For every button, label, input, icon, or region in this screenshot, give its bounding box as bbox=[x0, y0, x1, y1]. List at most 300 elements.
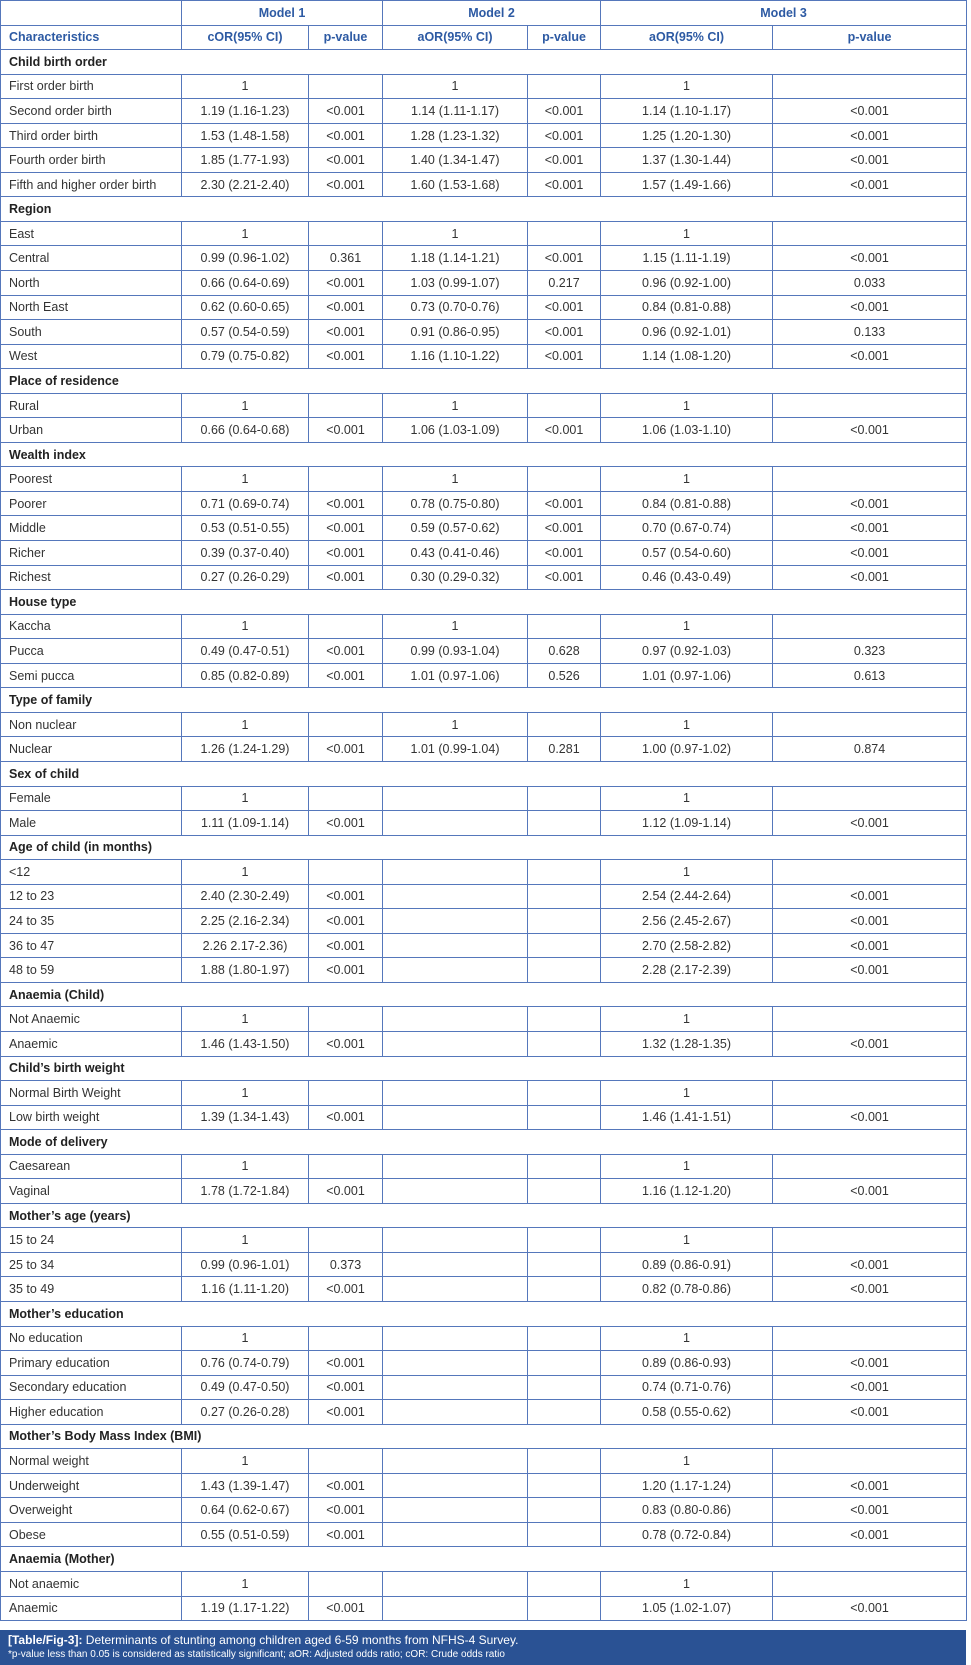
pvalue-2-cell bbox=[528, 1400, 601, 1425]
pvalue-2-cell bbox=[528, 74, 601, 99]
pvalue-1-cell: <0.001 bbox=[309, 1031, 383, 1056]
pvalue-3-cell bbox=[773, 1326, 967, 1351]
row-label: Not anaemic bbox=[1, 1572, 182, 1597]
pvalue-3-cell: <0.001 bbox=[773, 295, 967, 320]
row-label: Poorest bbox=[1, 467, 182, 492]
table-row bbox=[1, 344, 967, 369]
pvalue-1-cell bbox=[309, 1449, 383, 1474]
pvalue-3-cell bbox=[773, 1449, 967, 1474]
pvalue-2-cell bbox=[528, 712, 601, 737]
aor-3-cell: 0.89 (0.86-0.93) bbox=[601, 1351, 773, 1376]
pvalue-1-cell: <0.001 bbox=[309, 295, 383, 320]
cor-cell: 0.27 (0.26-0.29) bbox=[182, 565, 309, 590]
pvalue-3-cell bbox=[773, 1007, 967, 1032]
aor-3-cell: 1 bbox=[601, 1007, 773, 1032]
aor-2-cell: 1.06 (1.03-1.09) bbox=[383, 418, 528, 443]
pvalue-2-cell: <0.001 bbox=[528, 295, 601, 320]
pvalue-2-cell: <0.001 bbox=[528, 491, 601, 516]
aor-2-cell bbox=[383, 1105, 528, 1130]
section-header-row bbox=[1, 50, 967, 75]
pvalue-1-cell: <0.001 bbox=[309, 1473, 383, 1498]
table-row bbox=[1, 271, 967, 296]
aor-3-cell: 2.56 (2.45-2.67) bbox=[601, 909, 773, 934]
pvalue-1-cell: <0.001 bbox=[309, 663, 383, 688]
aor-3-cell: 1.16 (1.12-1.20) bbox=[601, 1179, 773, 1204]
pvalue-2-cell: <0.001 bbox=[528, 246, 601, 271]
pvalue-3-cell: <0.001 bbox=[773, 958, 967, 983]
section-header-row bbox=[1, 442, 967, 467]
section-title: Type of family bbox=[1, 688, 967, 713]
pvalue-2-cell bbox=[528, 1326, 601, 1351]
pvalue-2-cell bbox=[528, 909, 601, 934]
table-row bbox=[1, 1596, 967, 1621]
cor-cell: 1.46 (1.43-1.50) bbox=[182, 1031, 309, 1056]
pvalue-2-cell bbox=[528, 1252, 601, 1277]
pvalue-2-cell bbox=[528, 467, 601, 492]
cor-cell: 0.66 (0.64-0.69) bbox=[182, 271, 309, 296]
pvalue-3-cell: 0.613 bbox=[773, 663, 967, 688]
row-label: Semi pucca bbox=[1, 663, 182, 688]
section-header-row bbox=[1, 1203, 967, 1228]
table-row bbox=[1, 884, 967, 909]
pvalue-2-cell bbox=[528, 958, 601, 983]
row-label: Not Anaemic bbox=[1, 1007, 182, 1032]
aor-3-cell: 2.70 (2.58-2.82) bbox=[601, 933, 773, 958]
pvalue-3-cell bbox=[773, 1154, 967, 1179]
pvalue-2-cell bbox=[528, 1351, 601, 1376]
pvalue-3-cell: <0.001 bbox=[773, 1031, 967, 1056]
pvalue-3-cell: <0.001 bbox=[773, 565, 967, 590]
section-header-row bbox=[1, 1547, 967, 1572]
aor-3-cell: 2.54 (2.44-2.64) bbox=[601, 884, 773, 909]
table-row bbox=[1, 246, 967, 271]
cor-cell: 1 bbox=[182, 393, 309, 418]
pvalue-3-cell: <0.001 bbox=[773, 541, 967, 566]
aor-3-cell: 0.57 (0.54-0.60) bbox=[601, 541, 773, 566]
cor-cell: 1 bbox=[182, 1154, 309, 1179]
aor-2-cell: 1.60 (1.53-1.68) bbox=[383, 172, 528, 197]
cor-cell: 0.62 (0.60-0.65) bbox=[182, 295, 309, 320]
pvalue-1-cell: <0.001 bbox=[309, 811, 383, 836]
pvalue-1-cell: <0.001 bbox=[309, 737, 383, 762]
table-row bbox=[1, 1031, 967, 1056]
row-label: No education bbox=[1, 1326, 182, 1351]
pvalue-3-cell: <0.001 bbox=[773, 1105, 967, 1130]
cor-cell: 1 bbox=[182, 1081, 309, 1106]
table-row bbox=[1, 393, 967, 418]
pvalue-3-cell: <0.001 bbox=[773, 884, 967, 909]
row-label: Normal Birth Weight bbox=[1, 1081, 182, 1106]
aor-3-cell: 1.15 (1.11-1.19) bbox=[601, 246, 773, 271]
cor-cell: 1 bbox=[182, 786, 309, 811]
pvalue-3-cell: <0.001 bbox=[773, 1596, 967, 1621]
aor-2-cell bbox=[383, 811, 528, 836]
row-label: Richest bbox=[1, 565, 182, 590]
row-label: Anaemic bbox=[1, 1596, 182, 1621]
section-title: Age of child (in months) bbox=[1, 835, 967, 860]
pvalue-2-cell bbox=[528, 1572, 601, 1597]
pvalue-3-cell: <0.001 bbox=[773, 1179, 967, 1204]
row-label: North East bbox=[1, 295, 182, 320]
cor-cell: 1 bbox=[182, 1326, 309, 1351]
table-row bbox=[1, 786, 967, 811]
cor-cell: 0.55 (0.51-0.59) bbox=[182, 1522, 309, 1547]
model-3-header: Model 3 bbox=[601, 1, 967, 26]
row-label: Non nuclear bbox=[1, 712, 182, 737]
aor-2-cell bbox=[383, 1498, 528, 1523]
pvalue-2-cell bbox=[528, 1228, 601, 1253]
aor-3-cell: 1 bbox=[601, 860, 773, 885]
row-label: Caesarean bbox=[1, 1154, 182, 1179]
pvalue-2-cell: 0.217 bbox=[528, 271, 601, 296]
pvalue-2-cell bbox=[528, 1081, 601, 1106]
aor-3-cell: 0.78 (0.72-0.84) bbox=[601, 1522, 773, 1547]
pvalue-1-cell: <0.001 bbox=[309, 516, 383, 541]
aor-2-cell: 1 bbox=[383, 393, 528, 418]
cor-cell: 1.11 (1.09-1.14) bbox=[182, 811, 309, 836]
cor-cell: 0.76 (0.74-0.79) bbox=[182, 1351, 309, 1376]
header-blank bbox=[1, 1, 182, 26]
row-label: Obese bbox=[1, 1522, 182, 1547]
pvalue-1-cell: <0.001 bbox=[309, 1498, 383, 1523]
section-header-row bbox=[1, 590, 967, 615]
caption-note: *p-value less than 0.05 is considered as statistically significant; aOR: Adjusted odds ratio; cOR: Crude odds ratio bbox=[8, 1649, 505, 1660]
pvalue-2-cell bbox=[528, 1031, 601, 1056]
aor-2-cell bbox=[383, 1031, 528, 1056]
pvalue-1-cell: <0.001 bbox=[309, 491, 383, 516]
cor-cell: 2.26 2.17-2.36) bbox=[182, 933, 309, 958]
section-header-row bbox=[1, 1424, 967, 1449]
aor-2-cell: 1 bbox=[383, 221, 528, 246]
row-label: Female bbox=[1, 786, 182, 811]
aor-3-cell: 1.05 (1.02-1.07) bbox=[601, 1596, 773, 1621]
pvalue-3-cell: <0.001 bbox=[773, 1473, 967, 1498]
pvalue-2-cell bbox=[528, 1105, 601, 1130]
pvalue-1-cell bbox=[309, 74, 383, 99]
pvalue-1-cell: <0.001 bbox=[309, 99, 383, 124]
cor-cell: 0.39 (0.37-0.40) bbox=[182, 541, 309, 566]
aor-3-cell: 1 bbox=[601, 712, 773, 737]
aor-2-cell bbox=[383, 1522, 528, 1547]
row-label: Normal weight bbox=[1, 1449, 182, 1474]
aor-2-cell bbox=[383, 1326, 528, 1351]
pvalue-3-cell: <0.001 bbox=[773, 344, 967, 369]
row-label: 12 to 23 bbox=[1, 884, 182, 909]
row-label: Low birth weight bbox=[1, 1105, 182, 1130]
aor-2-cell: 1.40 (1.34-1.47) bbox=[383, 148, 528, 173]
section-title: Mode of delivery bbox=[1, 1130, 967, 1155]
aor-2-cell: 1 bbox=[383, 712, 528, 737]
table-row bbox=[1, 712, 967, 737]
pvalue-2-cell: <0.001 bbox=[528, 99, 601, 124]
pvalue-2-cell bbox=[528, 614, 601, 639]
pvalue-1-cell bbox=[309, 221, 383, 246]
aor-2-cell: 1.16 (1.10-1.22) bbox=[383, 344, 528, 369]
table-row bbox=[1, 958, 967, 983]
cor-cell: 1 bbox=[182, 712, 309, 737]
pvalue-1-cell bbox=[309, 1154, 383, 1179]
cor-cell: 1 bbox=[182, 221, 309, 246]
cor-cell: 2.25 (2.16-2.34) bbox=[182, 909, 309, 934]
pvalue-2-cell bbox=[528, 1596, 601, 1621]
pvalue-1-cell: <0.001 bbox=[309, 320, 383, 345]
table-row bbox=[1, 663, 967, 688]
aor-3-cell: 0.89 (0.86-0.91) bbox=[601, 1252, 773, 1277]
aor-3-cell: 0.74 (0.71-0.76) bbox=[601, 1375, 773, 1400]
aor-2-cell bbox=[383, 933, 528, 958]
table-row bbox=[1, 1252, 967, 1277]
row-label: Fourth order birth bbox=[1, 148, 182, 173]
pvalue-3-cell: <0.001 bbox=[773, 1498, 967, 1523]
cor-cell: 1 bbox=[182, 1449, 309, 1474]
pvalue-1-cell: <0.001 bbox=[309, 933, 383, 958]
cor-cell: 0.64 (0.62-0.67) bbox=[182, 1498, 309, 1523]
aor-2-cell: 0.59 (0.57-0.62) bbox=[383, 516, 528, 541]
aor-2-cell bbox=[383, 1252, 528, 1277]
row-label: West bbox=[1, 344, 182, 369]
section-title: Child birth order bbox=[1, 50, 967, 75]
cor-cell: 1.43 (1.39-1.47) bbox=[182, 1473, 309, 1498]
row-label: 24 to 35 bbox=[1, 909, 182, 934]
pvalue-1-cell: <0.001 bbox=[309, 418, 383, 443]
table-row bbox=[1, 516, 967, 541]
table-row bbox=[1, 221, 967, 246]
row-label: East bbox=[1, 221, 182, 246]
pvalue-1-cell: <0.001 bbox=[309, 1351, 383, 1376]
pvalue-1-cell: 0.373 bbox=[309, 1252, 383, 1277]
cor-cell: 1 bbox=[182, 74, 309, 99]
aor-3-cell: 0.82 (0.78-0.86) bbox=[601, 1277, 773, 1302]
aor-3-cell: 1 bbox=[601, 467, 773, 492]
aor-2-cell bbox=[383, 1572, 528, 1597]
cor-cell: 1.16 (1.11-1.20) bbox=[182, 1277, 309, 1302]
section-header-row bbox=[1, 1301, 967, 1326]
pvalue-1-cell: <0.001 bbox=[309, 1105, 383, 1130]
pvalue-2-cell: 0.526 bbox=[528, 663, 601, 688]
cor-cell: 1.26 (1.24-1.29) bbox=[182, 737, 309, 762]
pvalue-3-cell bbox=[773, 1081, 967, 1106]
aor-2-cell bbox=[383, 1228, 528, 1253]
table-row bbox=[1, 933, 967, 958]
pvalue-2-cell: <0.001 bbox=[528, 565, 601, 590]
row-label: Third order birth bbox=[1, 123, 182, 148]
section-title: Sex of child bbox=[1, 761, 967, 786]
pvalue-2-cell: 0.281 bbox=[528, 737, 601, 762]
pvalue-3-cell: <0.001 bbox=[773, 1400, 967, 1425]
cor-cell: 2.30 (2.21-2.40) bbox=[182, 172, 309, 197]
table-row bbox=[1, 1105, 967, 1130]
row-label: Underweight bbox=[1, 1473, 182, 1498]
section-header-row bbox=[1, 688, 967, 713]
row-label: <12 bbox=[1, 860, 182, 885]
row-label: 36 to 47 bbox=[1, 933, 182, 958]
section-header-row bbox=[1, 835, 967, 860]
section-title: Anaemia (Child) bbox=[1, 982, 967, 1007]
pvalue-2-cell bbox=[528, 1375, 601, 1400]
section-title: Mother’s Body Mass Index (BMI) bbox=[1, 1424, 967, 1449]
model-header-row bbox=[1, 1, 967, 26]
aor-3-cell: 1 bbox=[601, 1154, 773, 1179]
cor-cell: 1 bbox=[182, 1572, 309, 1597]
pvalue-2-cell bbox=[528, 1522, 601, 1547]
cor-cell: 1 bbox=[182, 467, 309, 492]
section-header-row bbox=[1, 369, 967, 394]
table-body bbox=[1, 50, 967, 1621]
row-label: Richer bbox=[1, 541, 182, 566]
pvalue-1-cell: <0.001 bbox=[309, 1277, 383, 1302]
model-2-header: Model 2 bbox=[383, 1, 601, 26]
row-label: Male bbox=[1, 811, 182, 836]
pvalue-3-cell: 0.133 bbox=[773, 320, 967, 345]
row-label: First order birth bbox=[1, 74, 182, 99]
table-row bbox=[1, 418, 967, 443]
aor-2-cell bbox=[383, 1007, 528, 1032]
row-label: Central bbox=[1, 246, 182, 271]
aor-3-cell: 1 bbox=[601, 1081, 773, 1106]
pvalue-2-cell: <0.001 bbox=[528, 320, 601, 345]
aor-3-cell: 1 bbox=[601, 614, 773, 639]
row-label: Vaginal bbox=[1, 1179, 182, 1204]
pvalue-1-cell: <0.001 bbox=[309, 344, 383, 369]
aor-3-cell: 1.46 (1.41-1.51) bbox=[601, 1105, 773, 1130]
pvalue-2-cell: <0.001 bbox=[528, 344, 601, 369]
aor-3-cell: 0.83 (0.80-0.86) bbox=[601, 1498, 773, 1523]
pvalue-2-cell bbox=[528, 393, 601, 418]
pvalue-1-cell bbox=[309, 1081, 383, 1106]
pvalue-3-cell: 0.033 bbox=[773, 271, 967, 296]
table-row bbox=[1, 1400, 967, 1425]
aor-2-cell: 0.30 (0.29-0.32) bbox=[383, 565, 528, 590]
row-label: Urban bbox=[1, 418, 182, 443]
aor-3-cell: 1.32 (1.28-1.35) bbox=[601, 1031, 773, 1056]
aor-2-cell: 0.73 (0.70-0.76) bbox=[383, 295, 528, 320]
table-row bbox=[1, 1522, 967, 1547]
aor-3-cell: 1 bbox=[601, 1326, 773, 1351]
pvalue-3-cell: <0.001 bbox=[773, 172, 967, 197]
cor-cell: 1 bbox=[182, 1007, 309, 1032]
table-row bbox=[1, 148, 967, 173]
table-row bbox=[1, 295, 967, 320]
cor-cell: 0.57 (0.54-0.59) bbox=[182, 320, 309, 345]
pvalue-1-cell: <0.001 bbox=[309, 1400, 383, 1425]
pvalue-2-cell bbox=[528, 860, 601, 885]
aor-2-cell: 1 bbox=[383, 614, 528, 639]
table-row bbox=[1, 909, 967, 934]
pvalue-3-cell: <0.001 bbox=[773, 99, 967, 124]
cor-cell: 0.85 (0.82-0.89) bbox=[182, 663, 309, 688]
model-1-header: Model 1 bbox=[182, 1, 383, 26]
pvalue-2-cell: 0.628 bbox=[528, 639, 601, 664]
pvalue-3-cell bbox=[773, 712, 967, 737]
pvalue-2-cell bbox=[528, 786, 601, 811]
row-label: Poorer bbox=[1, 491, 182, 516]
pvalue-1-cell: 0.361 bbox=[309, 246, 383, 271]
aor-3-cell: 0.46 (0.43-0.49) bbox=[601, 565, 773, 590]
row-label: 15 to 24 bbox=[1, 1228, 182, 1253]
section-title: Place of residence bbox=[1, 369, 967, 394]
aor-3-cell: 0.96 (0.92-1.00) bbox=[601, 271, 773, 296]
pvalue-1-cell bbox=[309, 1228, 383, 1253]
aor-3-cell: 0.97 (0.92-1.03) bbox=[601, 639, 773, 664]
table-row bbox=[1, 1179, 967, 1204]
pvalue-2-cell bbox=[528, 1179, 601, 1204]
aor-2-cell bbox=[383, 909, 528, 934]
aor-2-cell: 1.28 (1.23-1.32) bbox=[383, 123, 528, 148]
row-label: Middle bbox=[1, 516, 182, 541]
pvalue-2-cell bbox=[528, 884, 601, 909]
pvalue-1-cell: <0.001 bbox=[309, 172, 383, 197]
table-row bbox=[1, 74, 967, 99]
section-header-row bbox=[1, 1130, 967, 1155]
col-header-aor-3: aOR(95% CI) bbox=[601, 25, 773, 50]
pvalue-3-cell: <0.001 bbox=[773, 811, 967, 836]
aor-3-cell: 0.84 (0.81-0.88) bbox=[601, 491, 773, 516]
aor-2-cell bbox=[383, 958, 528, 983]
cor-cell: 0.71 (0.69-0.74) bbox=[182, 491, 309, 516]
aor-2-cell: 1.01 (0.97-1.06) bbox=[383, 663, 528, 688]
pvalue-3-cell: <0.001 bbox=[773, 516, 967, 541]
pvalue-3-cell: <0.001 bbox=[773, 491, 967, 516]
cor-cell: 0.99 (0.96-1.02) bbox=[182, 246, 309, 271]
cor-cell: 1.39 (1.34-1.43) bbox=[182, 1105, 309, 1130]
cor-cell: 1.88 (1.80-1.97) bbox=[182, 958, 309, 983]
aor-2-cell bbox=[383, 786, 528, 811]
cor-cell: 1 bbox=[182, 614, 309, 639]
pvalue-2-cell bbox=[528, 1277, 601, 1302]
caption-text: Determinants of stunting among children aged 6-59 months from NFHS-4 Survey. bbox=[82, 1633, 519, 1647]
cor-cell: 0.27 (0.26-0.28) bbox=[182, 1400, 309, 1425]
aor-3-cell: 1.14 (1.08-1.20) bbox=[601, 344, 773, 369]
cor-cell: 1.78 (1.72-1.84) bbox=[182, 1179, 309, 1204]
cor-cell: 1.19 (1.16-1.23) bbox=[182, 99, 309, 124]
pvalue-3-cell: <0.001 bbox=[773, 418, 967, 443]
aor-2-cell bbox=[383, 884, 528, 909]
aor-3-cell: 1.00 (0.97-1.02) bbox=[601, 737, 773, 762]
table-row bbox=[1, 467, 967, 492]
aor-2-cell bbox=[383, 1277, 528, 1302]
aor-3-cell: 1.12 (1.09-1.14) bbox=[601, 811, 773, 836]
pvalue-3-cell: <0.001 bbox=[773, 1277, 967, 1302]
pvalue-1-cell: <0.001 bbox=[309, 123, 383, 148]
row-label: Rural bbox=[1, 393, 182, 418]
pvalue-1-cell bbox=[309, 614, 383, 639]
aor-3-cell: 0.70 (0.67-0.74) bbox=[601, 516, 773, 541]
aor-3-cell: 1 bbox=[601, 1449, 773, 1474]
aor-2-cell: 0.43 (0.41-0.46) bbox=[383, 541, 528, 566]
aor-3-cell: 0.96 (0.92-1.01) bbox=[601, 320, 773, 345]
pvalue-2-cell bbox=[528, 1449, 601, 1474]
aor-2-cell bbox=[383, 1596, 528, 1621]
cor-cell: 0.49 (0.47-0.51) bbox=[182, 639, 309, 664]
aor-2-cell bbox=[383, 1473, 528, 1498]
aor-2-cell: 1.03 (0.99-1.07) bbox=[383, 271, 528, 296]
table-row bbox=[1, 1277, 967, 1302]
row-label: Higher education bbox=[1, 1400, 182, 1425]
cor-cell: 1 bbox=[182, 860, 309, 885]
pvalue-1-cell bbox=[309, 786, 383, 811]
table-row bbox=[1, 1375, 967, 1400]
pvalue-1-cell bbox=[309, 467, 383, 492]
col-header-pvalue-1: p-value bbox=[309, 25, 383, 50]
table-row bbox=[1, 1351, 967, 1376]
table-row bbox=[1, 1498, 967, 1523]
row-label: 48 to 59 bbox=[1, 958, 182, 983]
col-header-cor: cOR(95% CI) bbox=[182, 25, 309, 50]
col-header-pvalue-3: p-value bbox=[773, 25, 967, 50]
pvalue-3-cell bbox=[773, 1572, 967, 1597]
table-row bbox=[1, 320, 967, 345]
aor-3-cell: 1.01 (0.97-1.06) bbox=[601, 663, 773, 688]
